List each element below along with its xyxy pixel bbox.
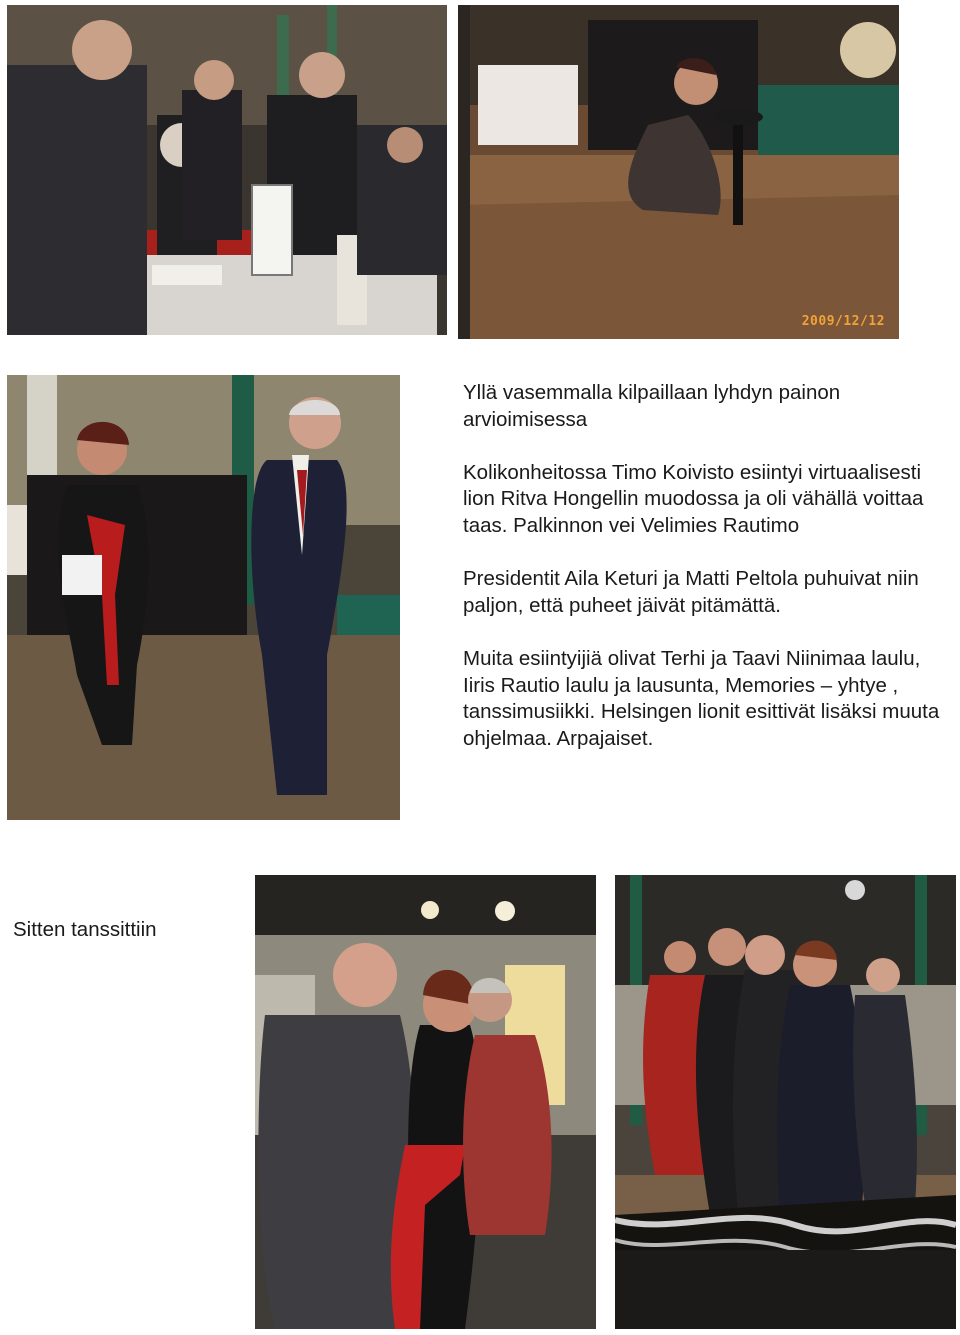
photo-dancing-couple [255,875,596,1329]
photo-dancing-couple-image [255,875,596,1329]
photo-lantern-contest [7,5,447,335]
photo-dancing-crowd [615,875,956,1329]
paragraph-performers: Muita esiintyijiä olivat Terhi ja Taavi Niinimaa laulu, Iiris Rautio laulu ja lausunta, Memories – yhtye , tanssimusiikki. Helsingen lionit esittivät lisäksi muuta ohjelmaa. Arpajaiset. [463,646,940,750]
photo-dancing-crowd-image [615,875,956,1329]
photo-date-stamp: 2009/12/12 [801,314,885,329]
paragraph-coin-toss: Kolikonheitossa Timo Koivisto esiintyi virtuaalisesti lion Ritva Hongellin muodossa ja oli vähällä voittaa taas. Palkinnon vei Velimies Rautimo [463,460,924,537]
photo-coin-toss-image [458,5,899,339]
photo-lantern-contest-image [7,5,447,335]
photo-presidents-image [7,375,400,820]
photo-presidents [7,375,400,820]
article-text [463,380,953,779]
paragraph-lantern-contest: Yllä vasemmalla kilpaillaan lyhdyn painon arvioimisessa [463,381,841,431]
paragraph-presidents: Presidentit Aila Keturi ja Matti Peltola puhuivat niin paljon, että puheet jäivät pitämättä. [463,567,919,617]
photo-coin-toss [458,5,899,339]
caption-dancing: Sitten tanssittiin [13,918,157,941]
